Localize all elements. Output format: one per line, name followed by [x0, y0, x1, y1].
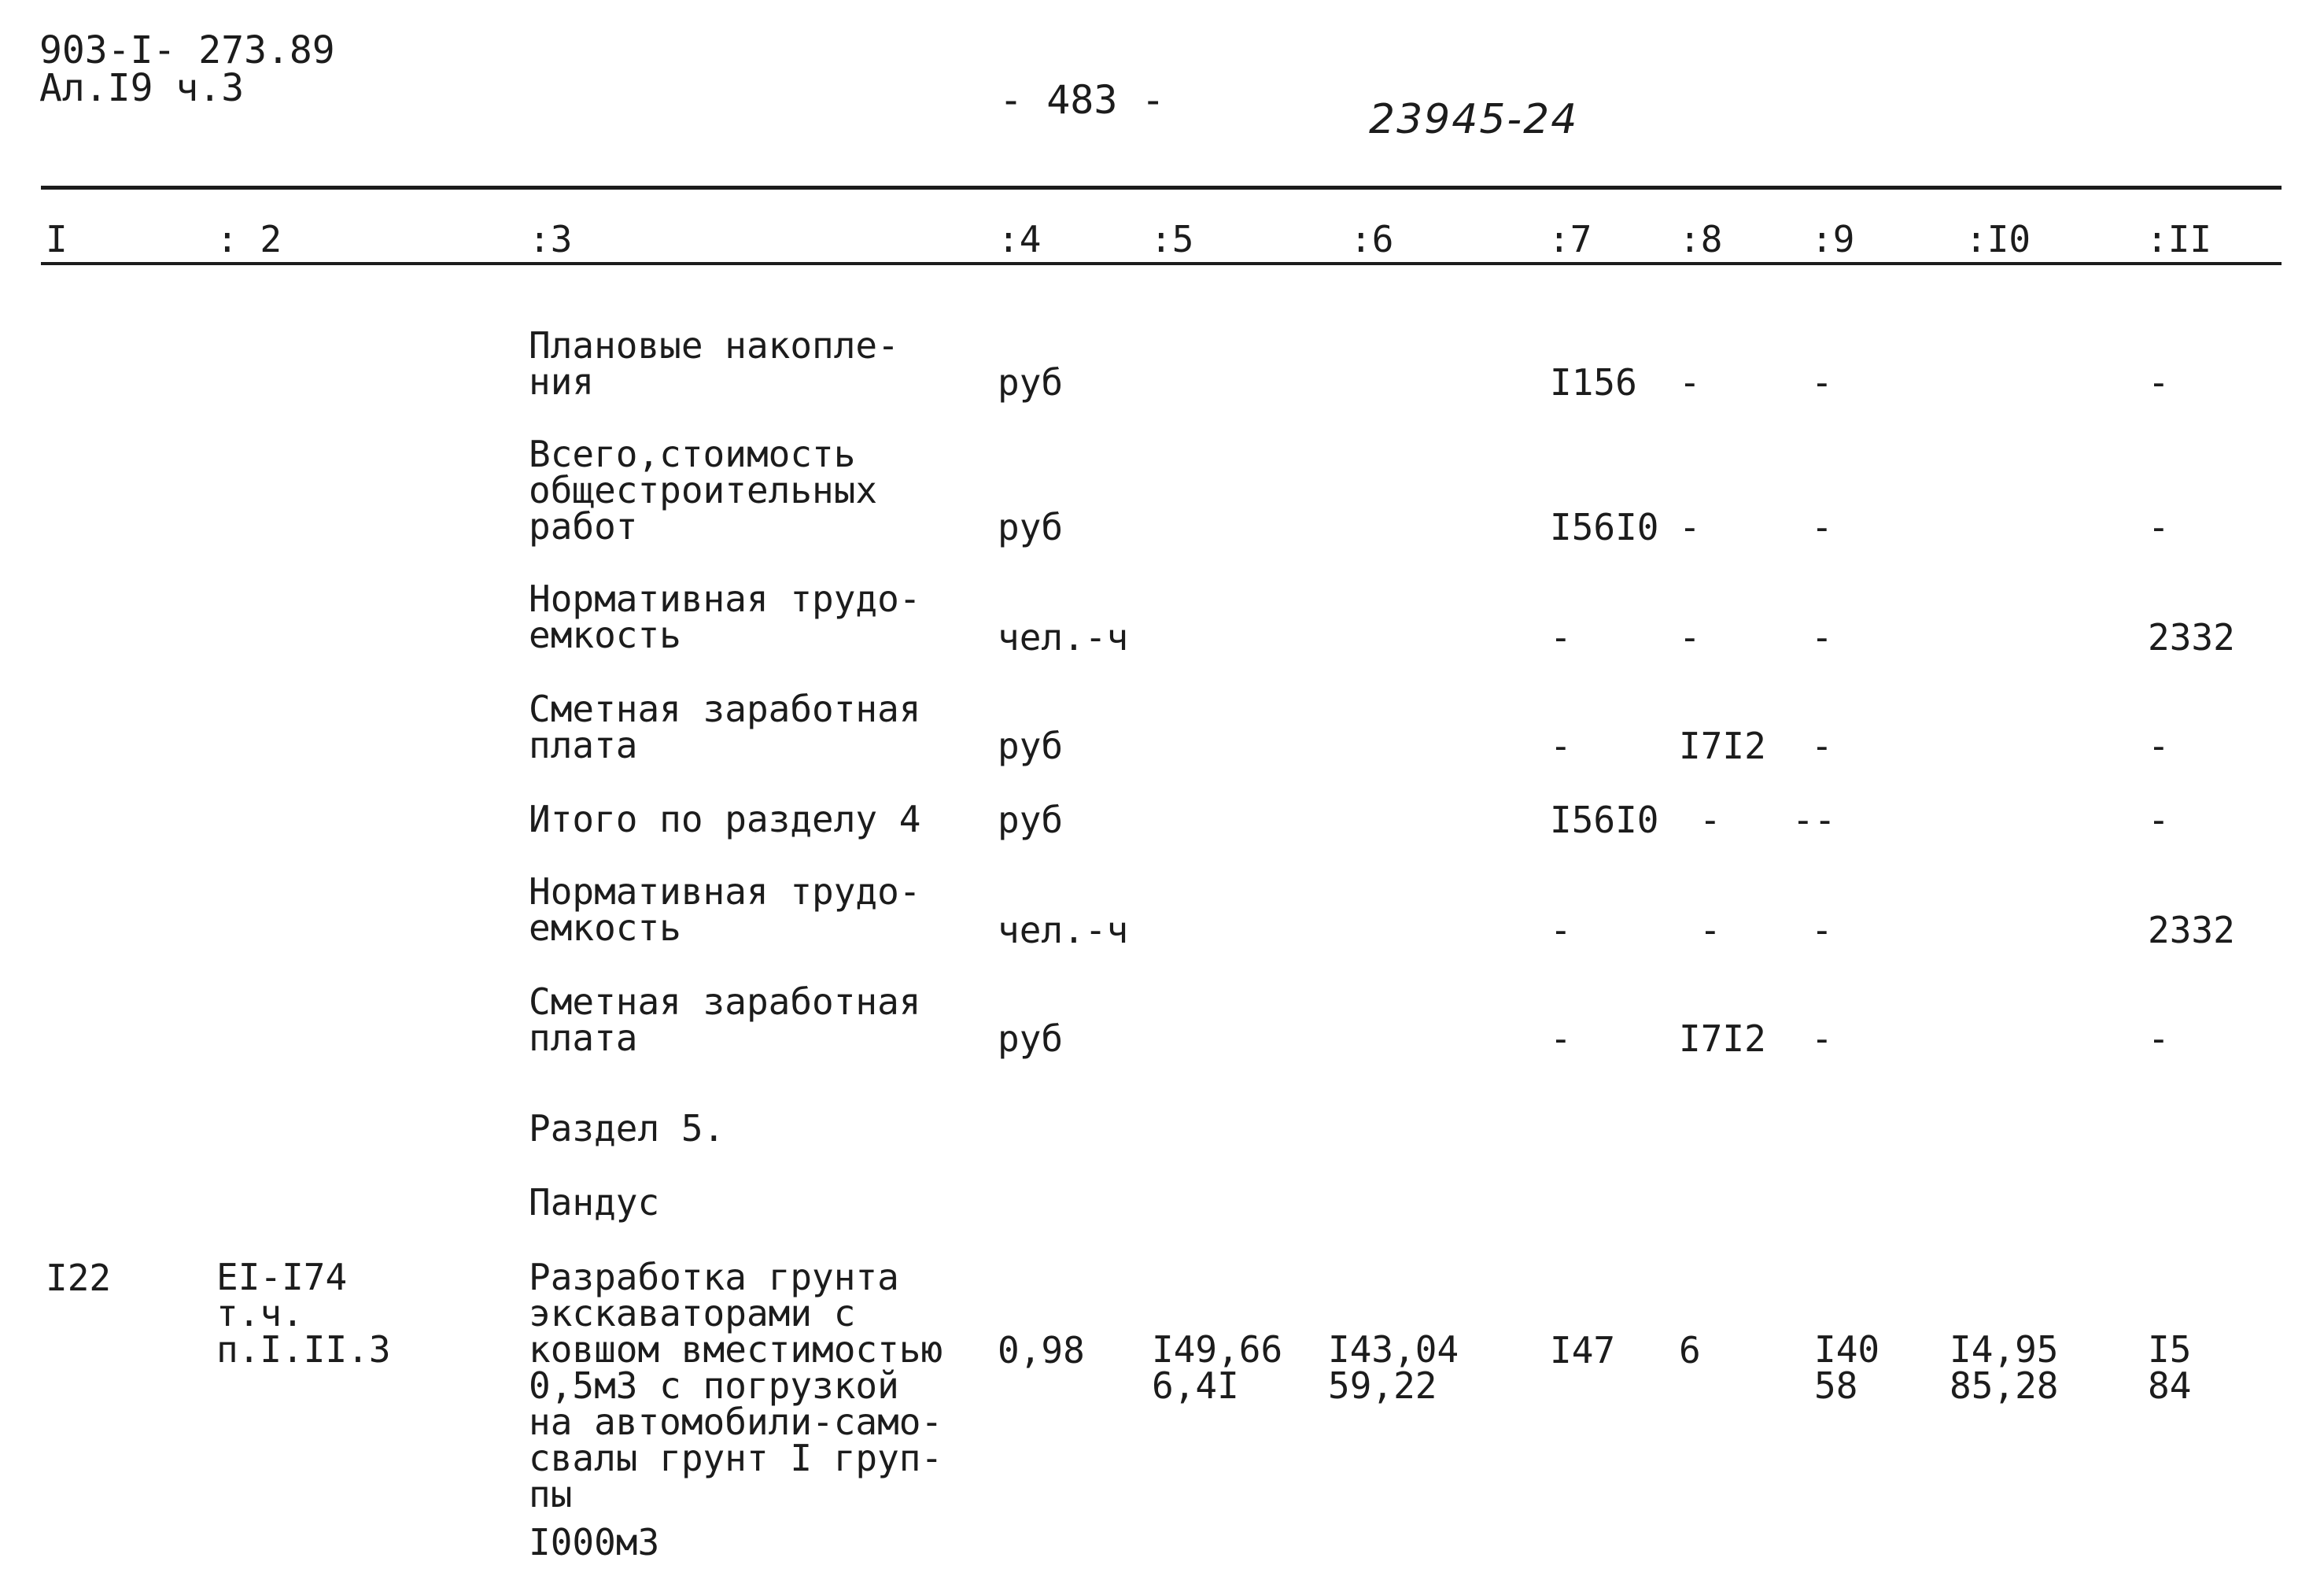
row-col8: -: [1679, 616, 1701, 659]
row-unit: руб: [998, 506, 1064, 548]
sheet-label: Ал.I9 ч.3: [39, 66, 245, 110]
row-col11: -: [2148, 506, 2170, 548]
document-header: [39, 28, 335, 110]
document-code: 903-I- 273.89: [39, 28, 335, 72]
col-header-5: :5: [1150, 218, 1194, 260]
row-col9: -: [1811, 725, 1833, 767]
row-description: Сметная заработная плата: [529, 980, 921, 1059]
row-col7: -: [1550, 909, 1572, 951]
col-header-9: :9: [1811, 218, 1855, 260]
row-col9: -: [1811, 506, 1833, 548]
section-subtitle: Пандус: [529, 1181, 660, 1224]
entry-col5: I49,66 6,4I: [1152, 1328, 1283, 1407]
col-header-2: : 2: [216, 218, 282, 260]
inventory-stamp: 23945-24: [1369, 96, 1579, 143]
row-description: Всего,стоимость общестроительных работ: [529, 433, 878, 548]
col-header-10: :I0: [1965, 218, 2031, 260]
row-description: Сметная заработная плата: [529, 688, 921, 766]
row-col8: -: [1699, 909, 1721, 951]
row-col7: -: [1550, 725, 1572, 767]
row-col8: -: [1679, 506, 1701, 548]
col-header-8: :8: [1679, 218, 1723, 260]
row-col11: -: [2148, 799, 2170, 841]
col-header-6: :6: [1350, 218, 1394, 260]
row-col7: I56I0: [1550, 799, 1659, 841]
row-col9: -: [1811, 1017, 1833, 1060]
entry-col8: 6: [1679, 1329, 1701, 1371]
row-col7: -: [1550, 616, 1572, 659]
row-col8: I7I2: [1679, 1017, 1766, 1060]
row-unit: чел.-ч: [998, 616, 1129, 659]
col-header-4: :4: [998, 218, 1042, 260]
row-col7: I156: [1550, 361, 1637, 404]
entry-col7: I47: [1550, 1329, 1616, 1371]
row-col11: -: [2148, 361, 2170, 404]
col-header-11: :II: [2146, 218, 2212, 260]
page-number: - 483 -: [999, 77, 1165, 123]
entry-description: Разработка грунта экскаваторами с ковшом вместимостью 0,5м3 с погрузкой на автомобили-само- свалы грунт I груп- пы: [529, 1256, 943, 1515]
row-col9: -: [1811, 361, 1833, 404]
col-header-7: :7: [1548, 218, 1592, 260]
row-description: Плановые накопле- ния: [529, 324, 899, 403]
row-col8: -: [1679, 361, 1701, 404]
entry-col4: 0,98: [998, 1329, 1085, 1371]
row-col11: -: [2148, 1017, 2170, 1060]
row-col11: -: [2148, 725, 2170, 767]
entry-norm-code: EI-I74 т.ч. п.I.II.3: [216, 1256, 391, 1371]
entry-col9: I40 58: [1814, 1328, 1880, 1407]
row-unit: руб: [998, 799, 1064, 841]
row-col11: 2332: [2148, 909, 2235, 951]
row-col7: I56I0: [1550, 506, 1659, 548]
entry-unit: I000м3: [529, 1521, 660, 1563]
row-unit: руб: [998, 725, 1064, 767]
section-title: Раздел 5.: [529, 1107, 725, 1150]
row-col11: 2332: [2148, 616, 2235, 659]
col-header-1: I: [46, 218, 68, 260]
row-description: Итого по разделу 4: [529, 798, 921, 840]
row-description: Нормативная трудо- емкость: [529, 578, 921, 656]
row-unit: чел.-ч: [998, 909, 1129, 951]
entry-number: I22: [46, 1257, 112, 1299]
row-col9: -: [1811, 616, 1833, 659]
row-col9: -: [1811, 909, 1833, 951]
top-rule: [41, 186, 2282, 190]
row-col8: -: [1699, 799, 1721, 841]
col-header-3: :3: [529, 218, 573, 260]
row-unit: руб: [998, 1017, 1064, 1060]
entry-col6: I43,04 59,22: [1328, 1328, 1459, 1407]
row-col8: I7I2: [1679, 725, 1766, 767]
row-col9: --: [1792, 799, 1836, 841]
row-description: Нормативная трудо- емкость: [529, 870, 921, 949]
entry-col10: I4,95 85,28: [1950, 1328, 2059, 1407]
row-unit: руб: [998, 361, 1064, 404]
row-col7: -: [1550, 1017, 1572, 1060]
header-bottom-rule: [41, 262, 2282, 265]
entry-col11: I5 84: [2148, 1328, 2192, 1407]
